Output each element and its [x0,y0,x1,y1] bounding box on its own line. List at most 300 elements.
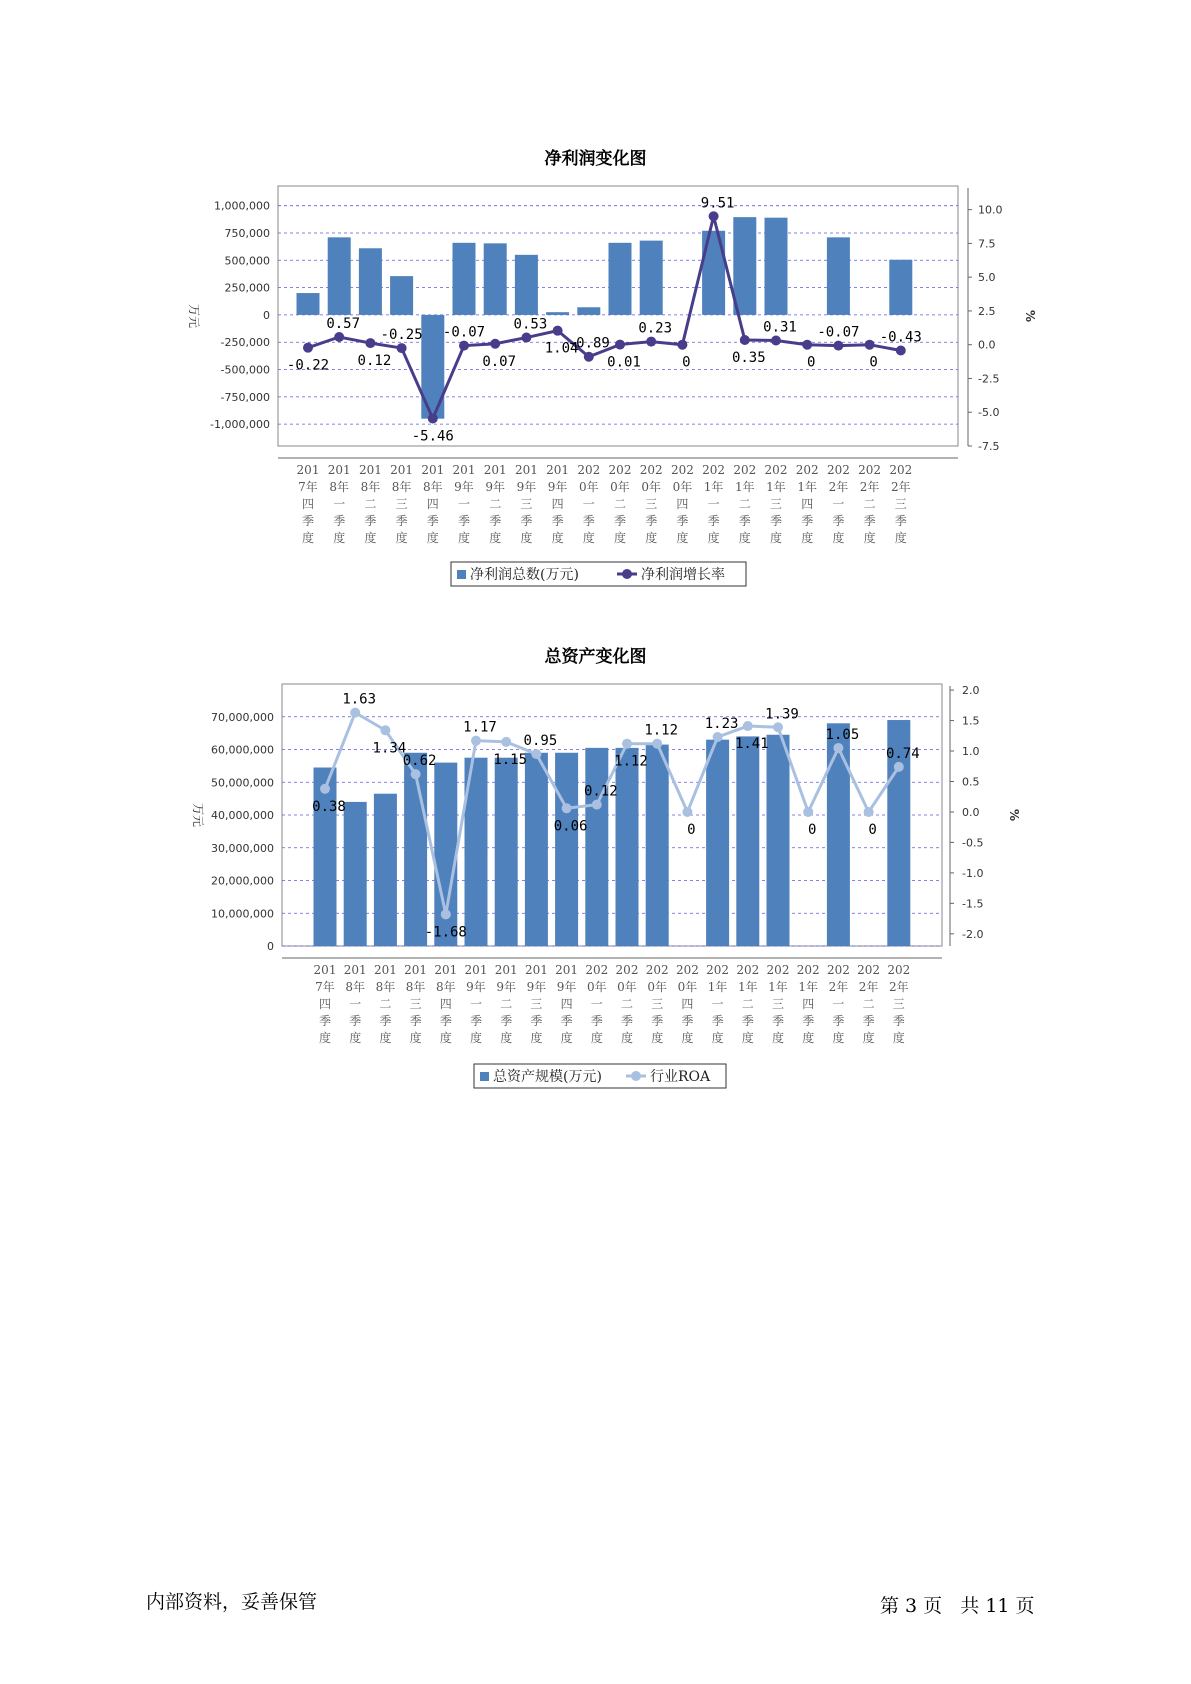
x-tick-label-part: 季 [892,1014,905,1028]
legend-line-marker [631,1071,641,1081]
x-tick-label-part: 三 [530,997,543,1011]
y-right-tick-label: -1.0 [962,866,984,880]
y-left-tick-label: -250,000 [220,336,270,350]
x-tick-label-part: 度 [439,1031,452,1045]
data-label: -0.25 [380,327,423,344]
y-left-tick-label: 750,000 [224,226,270,240]
data-label: 0.06 [553,818,588,835]
x-tick-label-part: 季 [395,514,408,528]
x-tick-label-part: 201 [464,963,488,977]
data-label: 1.41 [734,736,769,753]
y-right-tick-label: 0.0 [978,338,996,352]
x-tick-label-part: 四 [801,497,814,511]
x-tick-label-part: 二 [364,497,377,511]
x-tick-label-part: 9年 [454,480,474,494]
footer-page-number: 第 3 页 共 11 页 [880,1595,1035,1617]
bar [646,745,669,946]
y-right-tick-label: 2.5 [978,304,996,318]
y-right-tick-label: 10.0 [978,203,1003,217]
data-label: 0 [807,821,817,838]
x-tick-label [706,963,729,1045]
x-tick-label [827,963,850,1045]
data-label: 0 [806,354,816,371]
x-tick-label-part: 一 [590,997,603,1011]
x-tick-label-part: 度 [651,1031,664,1045]
line-point [713,732,723,742]
x-tick-label-part: 度 [862,1031,875,1045]
data-label: -5.46 [411,428,454,445]
data-label: 0.74 [885,745,920,762]
x-tick-label-part: 0年 [586,980,607,994]
y-left-tick-label: 0 [267,940,274,953]
x-tick-label-part: 201 [514,463,538,477]
x-tick-label-part: 度 [318,1031,332,1045]
x-tick-label-part: 7年 [298,480,318,494]
y-right-tick-label: -2.5 [978,372,1000,386]
y-right-tick-label: 1.5 [962,714,980,728]
x-tick-label-part: 8年 [329,480,350,494]
line-point [562,803,572,813]
y-left-tick-label: 70,000,000 [211,710,274,724]
x-tick-label-part: 202 [615,963,639,977]
x-tick-label-part: 一 [707,497,720,511]
x-tick-label-part: 二 [738,497,751,511]
y-left-tick-label: -500,000 [220,363,270,377]
x-tick-label-part: 202 [766,963,790,977]
line-point [501,737,511,747]
x-tick-label-part: 202 [857,963,881,977]
x-tick-label-part: 二 [613,497,627,511]
x-tick-label-part: 度 [409,1031,422,1045]
x-tick-label-part: 季 [711,1014,724,1028]
x-tick-label-part: 季 [439,1014,452,1028]
data-label: 1.04 [544,340,579,357]
x-tick-label-part: 2年 [888,980,909,994]
data-label: 0 [868,821,877,838]
x-tick-label-part: 202 [675,963,699,977]
x-tick-label-part: 季 [590,1014,603,1028]
x-tick-label-part: 度 [560,1031,573,1045]
y-right-axis-label: % [1007,808,1021,822]
x-tick-label-part: 9年 [516,480,537,494]
x-tick-label-part: 1年 [703,480,724,494]
data-label: 0.23 [638,320,673,337]
x-tick-label-part: 度 [711,1031,724,1045]
chart-title: 总资产变化图 [544,647,647,667]
data-label: 0.57 [326,316,361,333]
bar [736,736,759,946]
x-tick-label-part: 三 [395,497,408,511]
x-tick-label-part: 1年 [766,480,786,494]
x-tick-label-part: 2年 [890,480,911,494]
x-tick-label-part: 201 [404,963,428,977]
x-tick-label-part: 度 [801,531,814,545]
x-tick-label-part: 季 [645,514,658,528]
x-tick-label-part: 季 [530,1014,543,1028]
y-left-axis-label: 万元 [187,303,201,329]
data-label: 0.62 [402,753,437,770]
x-tick-label [465,963,488,1045]
y-right-tick-label: 2.0 [962,684,980,698]
x-tick-label-part: 一 [457,497,471,511]
x-tick-label-part: 三 [894,497,907,511]
x-tick-label-part: 202 [702,463,726,477]
x-tick-label-part: 201 [373,963,397,977]
data-label: 0.12 [357,353,392,370]
x-tick-label-part: 季 [894,514,907,528]
y-right-tick-label: -2.0 [962,927,984,941]
x-tick-label-part: 四 [301,497,315,511]
data-label: 1.17 [463,719,497,736]
data-label: -0.89 [567,335,610,352]
x-tick-label-part: 度 [500,1031,513,1045]
y-left-tick-label: -1,000,000 [210,418,270,432]
bar [344,802,367,946]
data-label: 1.39 [765,706,799,723]
bar [314,768,337,946]
x-tick-label-part: 三 [520,497,533,511]
x-tick-label-part: 三 [769,497,783,511]
x-tick-label-part: 度 [892,1031,905,1045]
x-tick-label-part: 季 [801,514,814,528]
data-label: -0.43 [879,329,922,346]
x-tick-label-part: 202 [887,963,911,977]
line-point [531,749,541,759]
x-tick-label-part: 三 [771,997,785,1011]
x-tick-label-part: 9年 [556,980,577,994]
x-tick-label-part: 1年 [768,980,788,994]
x-tick-label [404,963,427,1045]
x-tick-label [495,963,518,1045]
x-tick-label [374,963,397,1045]
data-label: 1.05 [825,726,860,743]
data-label: 0.38 [312,798,346,815]
chart-title: 净利润变化图 [544,149,647,169]
x-tick-label-part: 季 [318,1014,332,1028]
x-tick-label-part: 度 [469,1031,483,1045]
x-tick-label [434,963,457,1045]
x-tick-label-part: 度 [349,1031,362,1045]
line-point [441,909,451,919]
x-tick-label-part: 度 [613,531,627,545]
x-tick-label-part: 二 [500,997,513,1011]
x-tick-label-part: 度 [582,531,595,545]
y-left-tick-label: 30,000,000 [211,841,274,855]
x-tick-label-part: 9年 [547,480,568,494]
x-tick-label-part: 度 [379,1031,392,1045]
x-tick-label-part: 季 [469,1014,483,1028]
x-tick-label-part: 201 [483,463,507,477]
line-point [592,800,602,810]
x-tick-label-part: 202 [608,463,632,477]
x-tick-label-part: 季 [862,1014,875,1028]
x-tick-label-part: 度 [681,1031,694,1045]
x-tick-label [646,963,669,1045]
x-tick-label-part: 202 [645,963,669,977]
line-point [320,784,330,794]
x-tick-label-part: 2年 [859,480,880,494]
data-label: 1.63 [342,691,377,708]
x-tick-label-part: 0年 [641,480,662,494]
x-tick-label-part: 8年 [422,480,443,494]
x-tick-label-part: 0年 [610,480,630,494]
x-tick-label-part: 季 [520,514,533,528]
x-tick-label-part: 度 [802,1031,815,1045]
x-tick-label-part: 度 [645,531,658,545]
x-tick-label [797,963,820,1045]
line-point [803,807,813,817]
x-tick-label-part: 二 [379,997,392,1011]
x-tick-label [887,963,910,1045]
x-tick-label-part: 度 [489,531,502,545]
x-tick-label-part: 度 [364,531,377,545]
data-label: -0.07 [442,324,486,341]
bar [616,748,639,946]
x-tick-label-part: 7年 [315,980,335,994]
x-tick-label-part: 度 [457,531,471,545]
x-tick-label-part: 度 [333,531,346,545]
x-tick-label-part: 季 [426,514,439,528]
legend-bar-swatch [480,1072,489,1081]
x-tick-label-part: 2年 [828,980,849,994]
y-right-tick-label: -5.0 [978,406,1000,420]
bar [374,794,397,946]
data-label: 1.15 [493,751,528,768]
x-tick-label-part: 一 [832,497,845,511]
x-tick-label-part: 0年 [578,480,599,494]
x-tick-label-part: 季 [802,1014,815,1028]
x-tick-label-part: 季 [676,514,689,528]
bar [706,740,729,946]
x-tick-label-part: 季 [832,1014,845,1028]
data-label: 0.12 [583,783,618,800]
x-tick-label-part: 季 [333,514,346,528]
x-tick-label-part: 9年 [496,980,517,994]
y-left-tick-label: 10,000,000 [211,907,274,921]
x-tick-label-part: 一 [711,997,724,1011]
line-point [411,769,421,779]
x-tick-label-part: 度 [426,531,439,545]
data-label: 9.51 [700,195,735,212]
x-tick-label-part: 度 [769,531,783,545]
data-label: 0.31 [763,319,797,336]
x-tick-label-part: 三 [892,997,905,1011]
x-tick-label-part: 度 [832,531,845,545]
x-tick-label-part: 一 [469,997,483,1011]
legend-line-label: 行业ROA [650,1069,711,1085]
y-left-tick-label: 20,000,000 [211,874,274,888]
x-tick-label-part: 201 [494,963,518,977]
x-tick-label-part: 季 [769,514,783,528]
x-tick-label-part: 季 [741,1014,754,1028]
data-label: -1.68 [424,924,467,941]
x-tick-label-part: 202 [670,463,694,477]
data-label: 0 [682,354,691,371]
x-tick-label-part: 季 [379,1014,392,1028]
x-tick-label-part: 202 [577,463,601,477]
line-point [743,721,753,731]
y-right-tick-label: 5.0 [978,271,996,285]
x-tick-label-part: 202 [889,463,913,477]
y-left-tick-label: 0 [263,308,270,322]
data-label: 1.12 [614,753,648,770]
x-tick-label-part: 201 [524,963,548,977]
x-tick-label-part: 一 [832,997,845,1011]
x-tick-label-part: 季 [707,514,720,528]
x-tick-label-part: 1年 [707,980,728,994]
x-tick-label [857,963,880,1045]
x-tick-label-part: 二 [863,497,876,511]
x-tick-label-part: 三 [651,997,664,1011]
x-tick-label-part: 202 [764,463,788,477]
x-tick-label-part: 202 [585,963,609,977]
x-tick-label-part: 2年 [828,480,849,494]
x-tick-label [525,963,548,1045]
x-tick-label [555,963,578,1045]
x-tick-label-part: 9年 [526,980,547,994]
line-point [652,739,662,749]
x-tick-label [314,963,337,1045]
x-tick-label-part: 度 [707,531,720,545]
x-tick-label-part: 8年 [391,480,412,494]
y-right-tick-label: -1.5 [962,897,984,911]
y-left-tick-label: 60,000,000 [211,743,274,757]
x-tick-label-part: 度 [738,531,751,545]
x-tick-label [585,963,608,1045]
y-right-axis-label: % [1023,309,1037,323]
x-tick-label-part: 201 [546,463,570,477]
x-tick-label-part: 0年 [672,480,693,494]
x-tick-label-part: 度 [676,531,689,545]
y-right-tick-label: 7.5 [978,237,996,251]
x-tick-label [767,963,790,1045]
x-tick-label-part: 度 [620,1031,634,1045]
x-tick-label-part: 季 [364,514,377,528]
x-tick-label-part: 季 [349,1014,362,1028]
x-tick-label-part: 四 [676,497,689,511]
x-tick-label-part: 201 [434,963,458,977]
x-tick-label-part: 四 [681,997,694,1011]
x-tick-label-part: 季 [582,514,595,528]
x-tick-label-part: 1年 [734,480,755,494]
line-point [894,762,904,772]
y-right-tick-label: -0.5 [962,836,984,850]
x-tick-label-part: 三 [409,997,422,1011]
x-tick-label-part: 季 [551,514,564,528]
x-tick-label-part: 度 [832,1031,845,1045]
line-point [350,708,360,718]
x-tick-label-part: 季 [489,514,502,528]
line-point [682,807,692,817]
x-tick-label-part: 季 [560,1014,573,1028]
bar [495,758,518,946]
x-tick-label-part: 202 [639,463,663,477]
x-tick-label-part: 1年 [737,980,758,994]
x-tick-label-part: 四 [802,997,815,1011]
x-tick-label-part: 2年 [858,980,879,994]
legend-bar-label: 净利润总数(万元) [470,567,579,583]
x-tick-label-part: 一 [333,497,346,511]
legend-line-label: 净利润增长率 [641,567,725,583]
x-tick-label-part: 0年 [617,980,637,994]
y-left-tick-label: 250,000 [224,281,270,295]
x-tick-label-part: 1年 [797,480,818,494]
data-label: 0.01 [607,354,641,371]
data-label: 1.23 [704,716,739,733]
x-tick-label-part: 8年 [375,980,396,994]
data-label: -0.07 [817,324,860,341]
y-left-tick-label: -750,000 [220,390,270,404]
x-tick-label-part: 201 [327,463,351,477]
x-tick-label-part: 四 [318,997,332,1011]
x-tick-label-part: 度 [530,1031,543,1045]
x-tick-label-part: 8年 [405,980,426,994]
x-tick-label-part: 202 [826,963,850,977]
bar [404,753,427,946]
x-tick-label-part: 季 [409,1014,422,1028]
x-tick-label-part: 三 [645,497,658,511]
bar [585,748,608,946]
x-tick-label [344,963,367,1045]
x-tick-label-part: 季 [832,514,845,528]
x-tick-label-part: 202 [826,463,850,477]
x-tick-label-part: 度 [863,531,876,545]
bar [827,723,850,946]
x-tick-label-part: 201 [296,463,320,477]
line-point [773,722,783,732]
bar [525,753,548,946]
data-label: 1.12 [644,722,679,739]
bar [555,753,578,946]
legend-bar-label: 总资产规模(万元) [493,1069,602,1085]
x-tick-label-part: 8年 [345,980,366,994]
y-right-tick-label: 1.0 [962,745,980,759]
x-tick-label-part: 8年 [360,480,381,494]
x-tick-label [736,963,759,1045]
x-tick-label-part: 201 [390,463,414,477]
data-label: 1.34 [372,740,407,757]
x-tick-label-part: 季 [738,514,751,528]
data-label: -0.22 [286,357,330,374]
x-tick-label-part: 度 [520,531,533,545]
x-tick-label-part: 202 [795,463,819,477]
x-tick-label-part: 季 [651,1014,664,1028]
x-tick-label-part: 度 [590,1031,603,1045]
data-label: 0.53 [513,316,548,333]
x-tick-label-part: 季 [620,1014,634,1028]
bar [767,735,790,946]
line-point [471,736,481,746]
x-tick-label-part: 季 [613,514,627,528]
x-tick-label-part: 0年 [647,980,668,994]
x-tick-label-part: 度 [771,1031,785,1045]
x-tick-label-part: 202 [796,963,820,977]
x-tick-label-part: 201 [358,463,382,477]
y-left-tick-label: 500,000 [224,254,270,268]
x-tick-label-part: 季 [457,514,471,528]
x-tick-label-part: 季 [863,514,876,528]
x-tick-label-part: 201 [555,963,579,977]
x-tick-label-part: 201 [421,463,445,477]
data-label: 0 [687,821,696,838]
x-tick-label-part: 8年 [435,980,456,994]
x-tick-label-part: 一 [349,997,362,1011]
x-tick-label-part: 二 [741,997,754,1011]
x-tick-label [616,963,639,1045]
x-tick-label-part: 季 [301,514,315,528]
x-tick-label-part: 二 [489,497,502,511]
data-label: 0 [869,354,878,371]
